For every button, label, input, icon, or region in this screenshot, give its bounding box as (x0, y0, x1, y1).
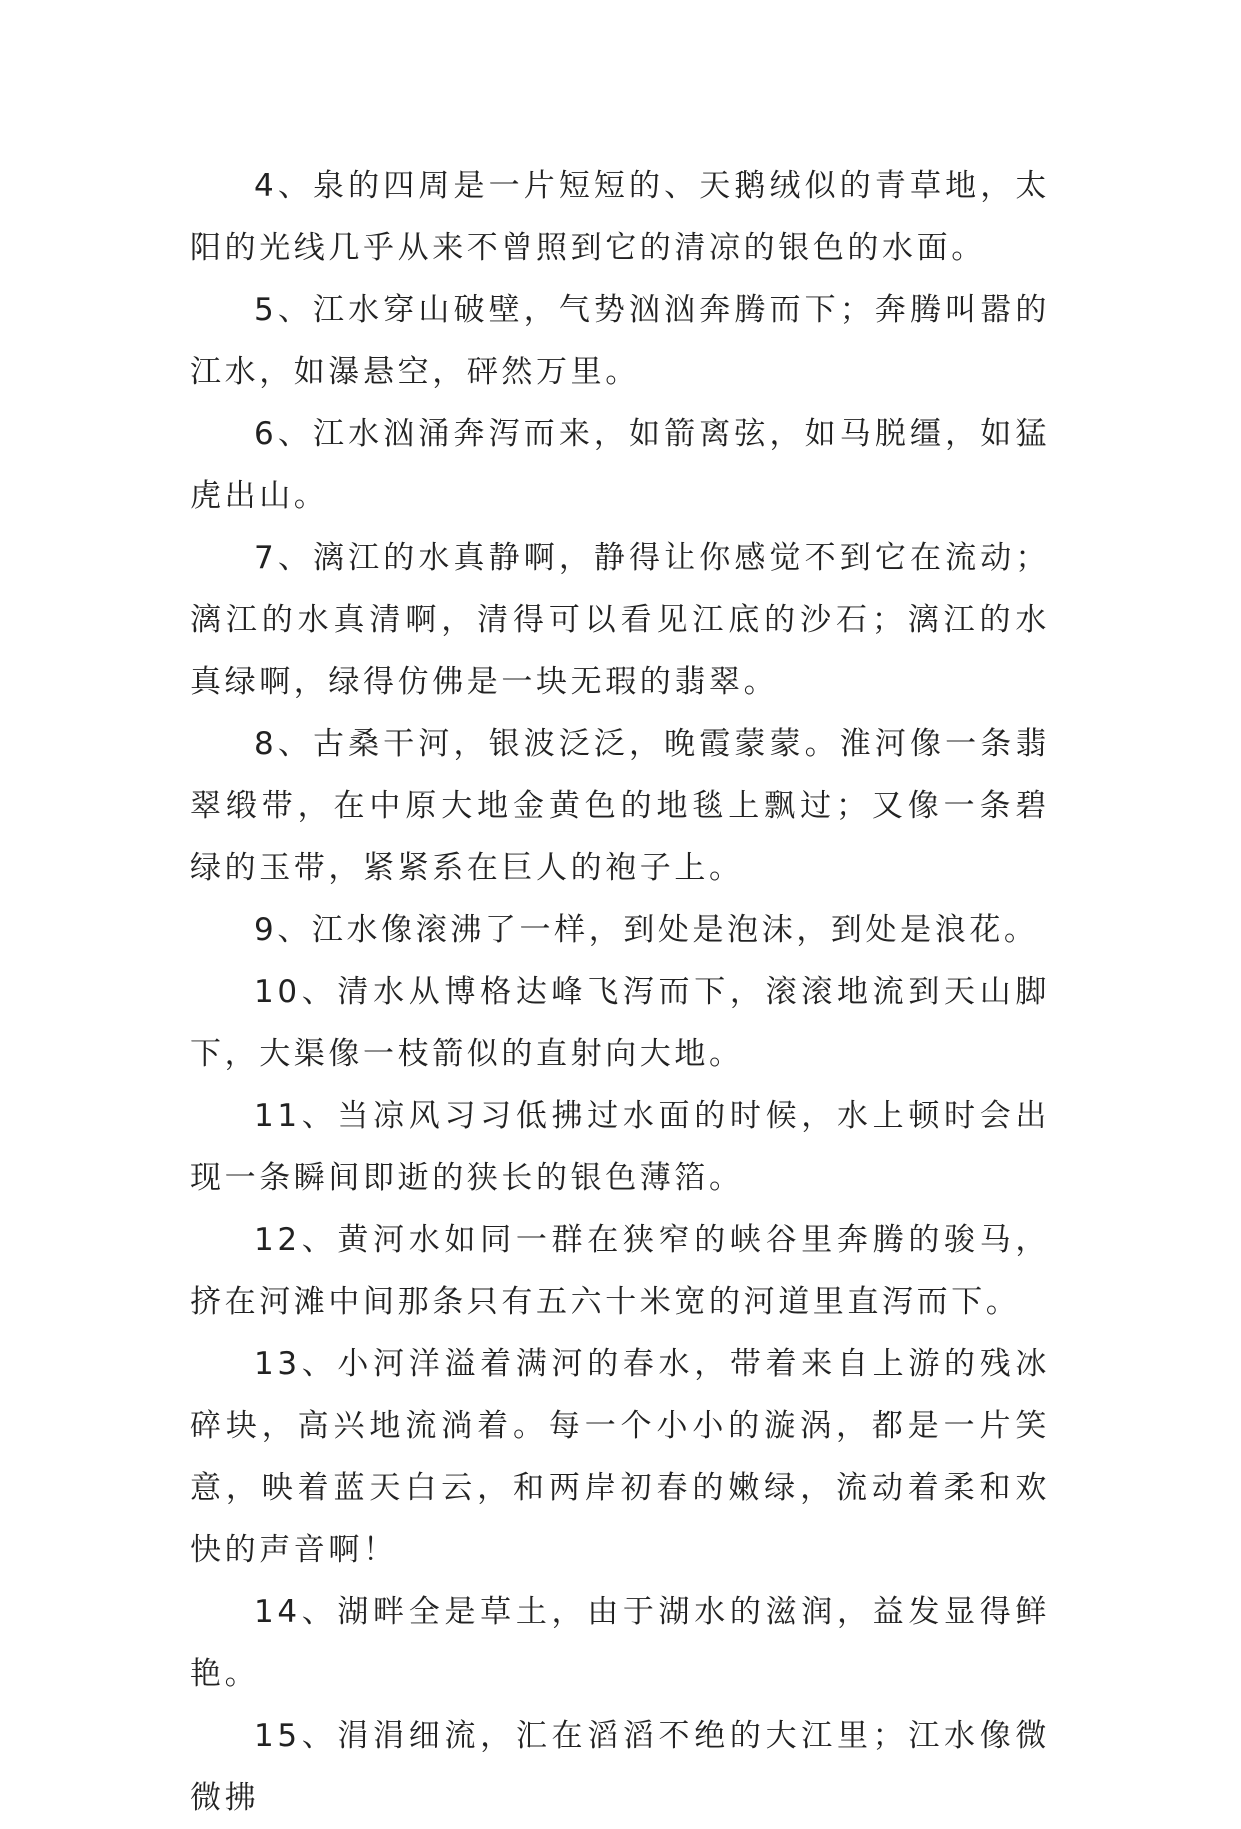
paragraph-15: 15、涓涓细流，汇在滔滔不绝的大江里；江水像微微拂 (190, 1718, 1050, 1816)
paragraph-9: 9、江水像滚沸了一样，到处是泡沫，到处是浪花。 (254, 912, 1039, 948)
paragraph-14: 14、湖畔全是草土，由于湖水的滋润，益发显得鲜艳。 (190, 1594, 1050, 1692)
paragraph-7: 7、漓江的水真静啊，静得让你感觉不到它在流动；漓江的水真清啊，清得可以看见江底的沙石；漓江的水真绿啊，绿得仿佛是一块无瑕的翡翠。 (190, 540, 1050, 700)
paragraph-5: 5、江水穿山破壁，气势汹汹奔腾而下；奔腾叫嚣的江水，如瀑悬空，砰然万里。 (190, 292, 1050, 390)
document-body (190, 155, 1050, 1829)
paragraph-10: 10、清水从博格达峰飞泻而下，滚滚地流到天山脚下，大渠像一枝箭似的直射向大地。 (190, 974, 1050, 1072)
paragraph-8: 8、古桑干河，银波泛泛，晚霞蒙蒙。淮河像一条翡翠缎带，在中原大地金黄色的地毯上飘过；又像一条碧绿的玉带，紧紧系在巨人的袍子上。 (190, 726, 1050, 886)
paragraph-6: 6、江水汹涌奔泻而来，如箭离弦，如马脱缰，如猛虎出山。 (190, 416, 1050, 514)
paragraph-11: 11、当凉风习习低拂过水面的时候，水上顿时会出现一条瞬间即逝的狭长的银色薄箔。 (190, 1098, 1050, 1196)
paragraph-4: 4、泉的四周是一片短短的、天鹅绒似的青草地，太阳的光线几乎从来不曾照到它的清凉的银色的水面。 (190, 168, 1050, 266)
paragraph-12: 12、黄河水如同一群在狭窄的峡谷里奔腾的骏马，挤在河滩中间那条只有五六十米宽的河道里直泻而下。 (190, 1222, 1050, 1320)
paragraph-13: 13、小河洋溢着满河的春水，带着来自上游的残冰碎块，高兴地流淌着。每一个小小的漩涡，都是一片笑意，映着蓝天白云，和两岸初春的嫩绿，流动着柔和欢快的声音啊！ (190, 1346, 1050, 1568)
